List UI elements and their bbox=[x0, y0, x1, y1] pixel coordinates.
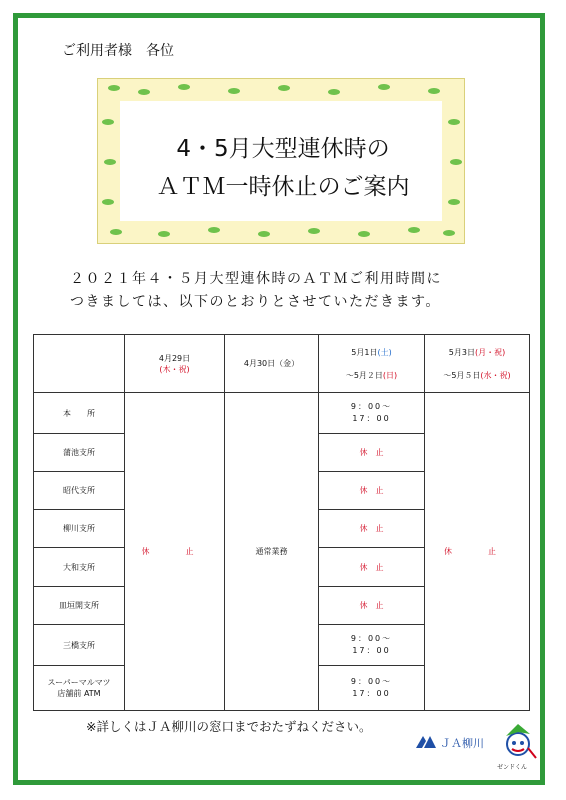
mascot-icon bbox=[498, 722, 538, 762]
header-may3 bbox=[425, 335, 530, 393]
may1-status: 休 止 bbox=[319, 548, 425, 587]
header-may2-date: ～5月２日 bbox=[345, 370, 383, 380]
header-may1-date: 5月1日 bbox=[351, 347, 378, 357]
header-may5-date: ～5月５日 bbox=[443, 370, 481, 380]
apr29-status: 休 止 bbox=[125, 393, 225, 711]
header-apr29-date: 4月29日 bbox=[158, 353, 191, 363]
branch-name: 昭代支所 bbox=[34, 472, 125, 510]
footer-note: ※詳しくはＪＡ柳川の窓口までおたずねください。 bbox=[86, 719, 372, 734]
addressee: ご利用者様 各位 bbox=[62, 43, 174, 59]
branch-name: 柳川支所 bbox=[34, 510, 125, 548]
header-may3-day: (月・祝) bbox=[474, 347, 506, 357]
header-may5-day: (水・祝) bbox=[480, 370, 511, 380]
header-apr29-day: (木・祝) bbox=[159, 364, 190, 374]
apr30-status: 通常業務 bbox=[225, 393, 319, 711]
branch-name: 蒲池支所 bbox=[34, 434, 125, 472]
intro-line-2: つきましては、以下のとおりとさせていただきます。 bbox=[70, 294, 441, 310]
ja-logo-icon bbox=[416, 734, 436, 748]
branch-name: 皿垣開支所 bbox=[34, 587, 125, 625]
table-row bbox=[34, 393, 530, 434]
may1-status: 休 止 bbox=[319, 587, 425, 625]
may3-status: 休 止 bbox=[425, 393, 530, 711]
branch-name: 大和支所 bbox=[34, 548, 125, 587]
branch-name: 本 所 bbox=[34, 393, 125, 434]
may1-status: 休 止 bbox=[319, 472, 425, 510]
title-line-2: ＡＴＭ一時休止のご案内 bbox=[156, 174, 410, 200]
may1-hours: 9：00～ 17：00 bbox=[319, 393, 425, 434]
header-row bbox=[34, 335, 530, 393]
may1-hours: 9：00～ 17：00 bbox=[319, 666, 425, 711]
header-may3-date: 5月3日 bbox=[448, 347, 475, 357]
header-may1-day: (土) bbox=[377, 347, 392, 357]
intro-line-1: ２０２１年４・５月大型連休時のＡＴＭご利用時間に bbox=[70, 271, 442, 287]
schedule-table bbox=[33, 334, 530, 711]
header-may1 bbox=[319, 335, 425, 393]
may1-status: 休 止 bbox=[319, 434, 425, 472]
ja-logo-text: ＪＡ柳川 bbox=[440, 737, 484, 750]
title-line-1: 4・5月大型連休時の bbox=[176, 136, 390, 162]
header-corner bbox=[34, 335, 125, 393]
header-apr29 bbox=[125, 335, 225, 393]
mascot-label: ゼンドくん bbox=[497, 764, 528, 771]
may1-hours: 9：00～ 17：00 bbox=[319, 625, 425, 666]
branch-name: スーパーマルマツ 店舗前 ATM bbox=[34, 666, 125, 711]
may1-status: 休 止 bbox=[319, 510, 425, 548]
header-may2-day: (日) bbox=[382, 370, 398, 380]
branch-name: 三橋支所 bbox=[34, 625, 125, 666]
header-apr30: 4月30日（金） bbox=[225, 335, 319, 393]
